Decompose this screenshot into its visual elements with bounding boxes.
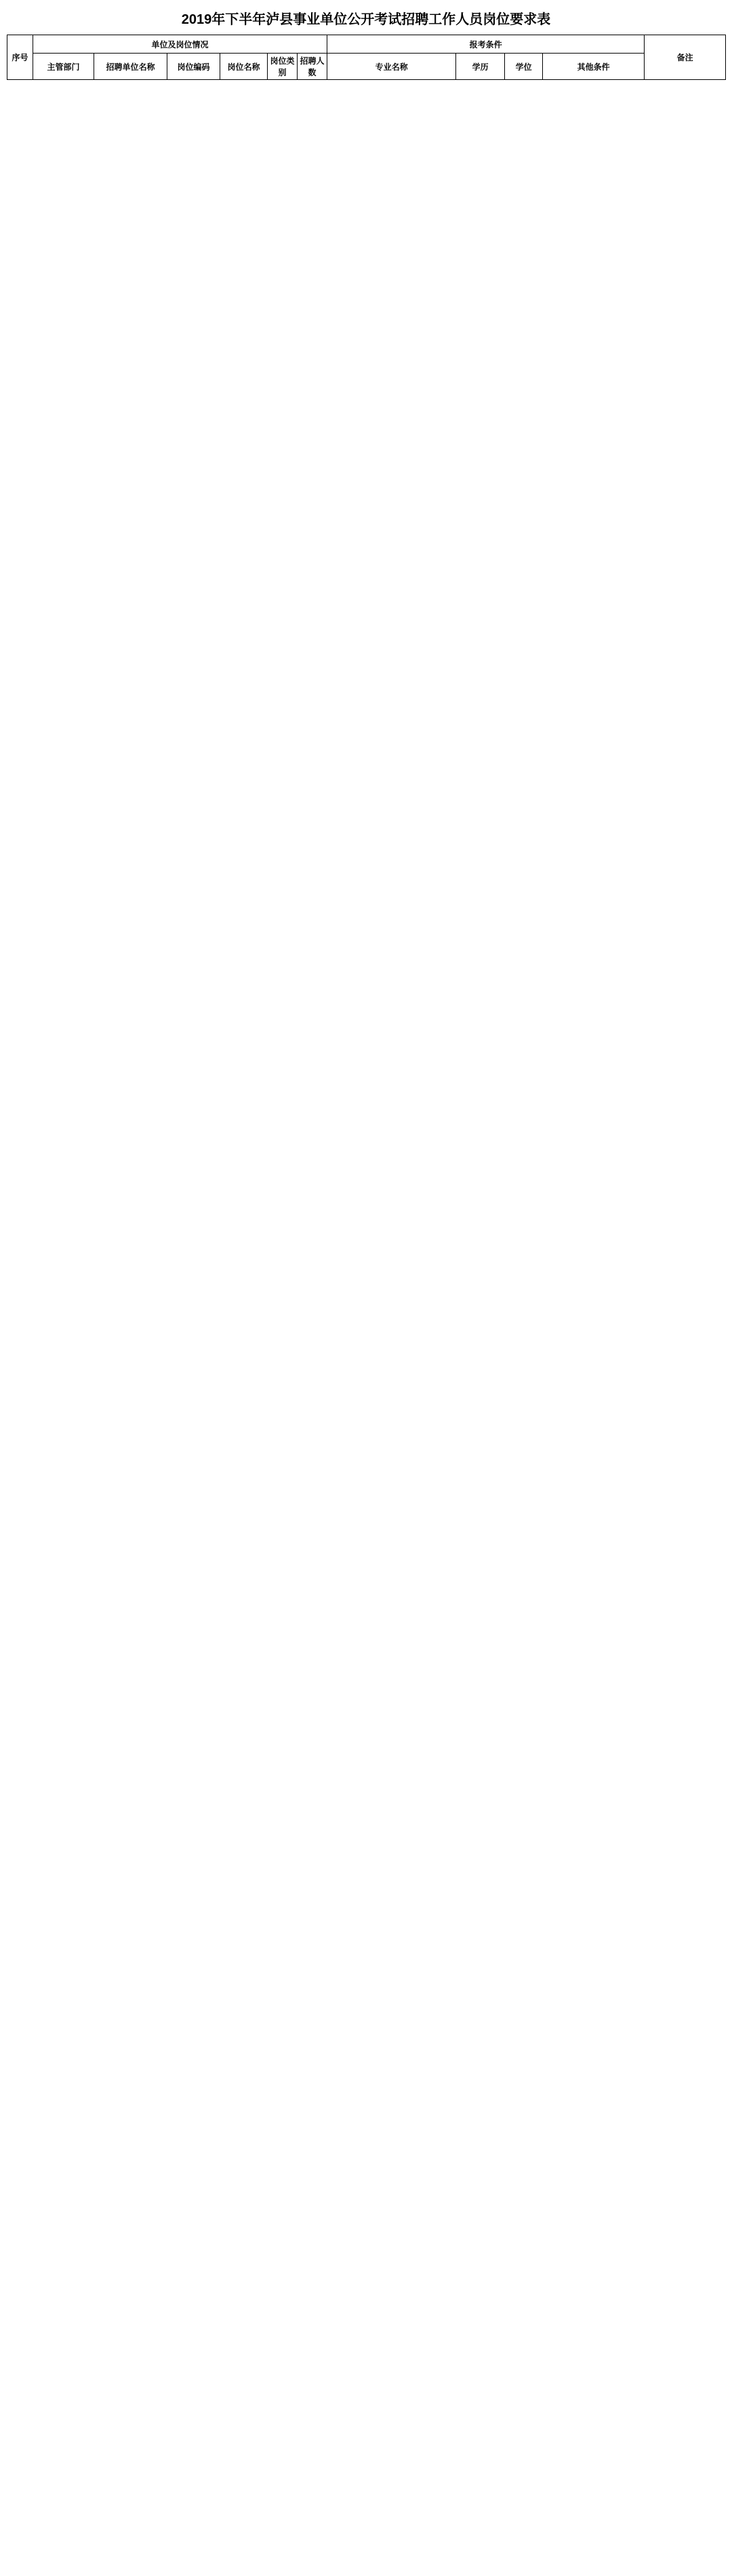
col-header: 学位 [505, 54, 543, 80]
col-header: 招聘人数 [298, 54, 327, 80]
col-header: 岗位编码 [167, 54, 220, 80]
col-header: 序号 [7, 35, 33, 80]
col-header: 其他条件 [543, 54, 645, 80]
col-header: 备注 [645, 35, 726, 80]
col-header: 专业名称 [327, 54, 456, 80]
group-header-conditions: 报考条件 [327, 35, 645, 54]
header-row-2 [7, 54, 726, 80]
header-row-1 [7, 35, 726, 54]
col-header: 招聘单位名称 [94, 54, 167, 80]
col-header: 岗位名称 [220, 54, 268, 80]
group-header-unit: 单位及岗位情况 [33, 35, 327, 54]
col-header: 主管部门 [33, 54, 94, 80]
page [7, 0, 725, 80]
page-title: 2019年下半年泸县事业单位公开考试招聘工作人员岗位要求表 [181, 12, 551, 27]
col-header: 学历 [456, 54, 505, 80]
col-header: 岗位类别 [268, 54, 298, 80]
job-requirements-table [7, 35, 726, 80]
